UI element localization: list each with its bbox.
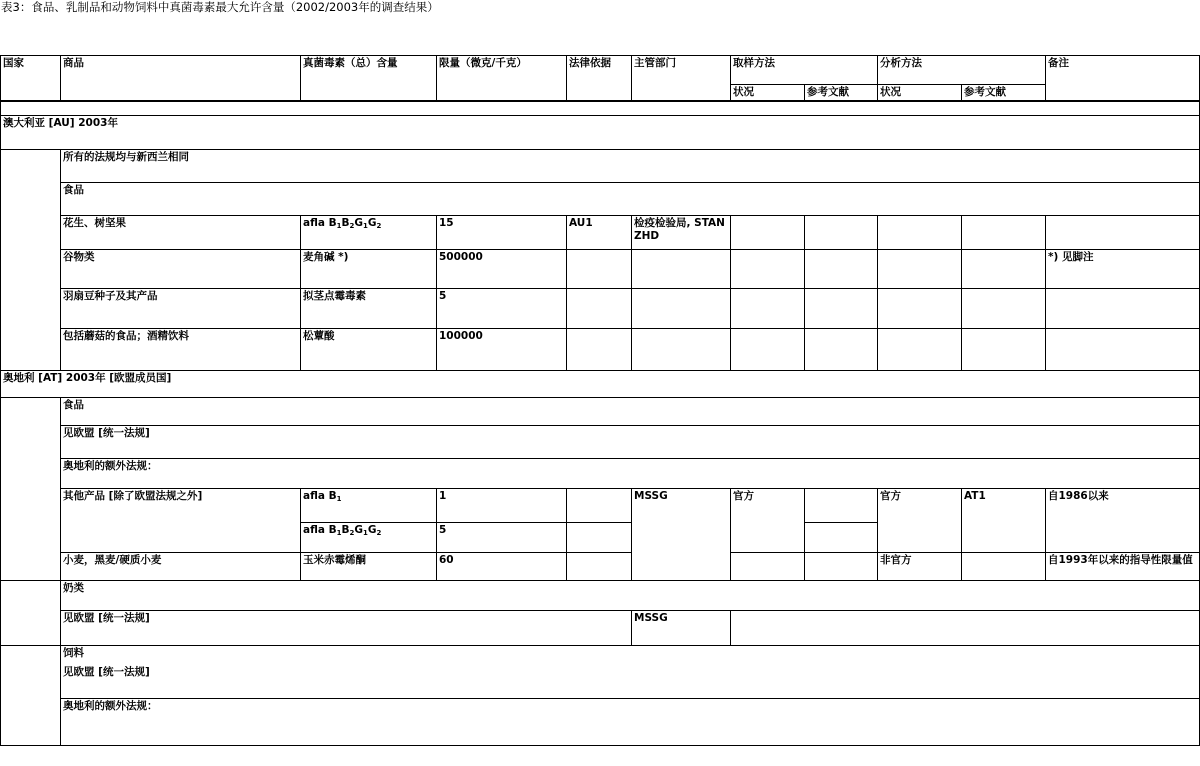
header-sampling-status: 状况 [731, 85, 805, 102]
at-dairy-authority: MSSG [632, 611, 731, 646]
au-row4-sampling-status [731, 329, 805, 371]
table-row [1, 611, 1200, 646]
table-row [1, 489, 1200, 523]
au-row1-notes [1046, 216, 1200, 250]
header-sampling-reference: 参考文献 [805, 85, 878, 102]
au-row2-sampling-status [731, 250, 805, 289]
au-row1-analysis-status [878, 216, 962, 250]
at-sampling-ref-1 [805, 489, 878, 523]
table-row [1, 398, 1200, 426]
at-other-products: 其他产品 [除了欧盟法规之外] [61, 489, 301, 553]
au-row1-limit: 15 [437, 216, 567, 250]
au-row4-limit: 100000 [437, 329, 567, 371]
separator-cell [1, 101, 1200, 116]
table-row [1, 183, 1200, 216]
at-limit-1: 1 [437, 489, 567, 523]
at-legal-3 [567, 553, 632, 581]
au-row3-legal [567, 289, 632, 329]
table-row [1, 426, 1200, 459]
header-country: 国家 [1, 56, 61, 102]
au-row2-limit: 500000 [437, 250, 567, 289]
au-row1-commodity: 花生、树坚果 [61, 216, 301, 250]
at-legal-1 [567, 489, 632, 523]
header-mycotoxin: 真菌毒素（总）含量 [301, 56, 437, 102]
au-row4-analysis-ref [962, 329, 1046, 371]
at-sampling-ref-2 [805, 523, 878, 553]
au-row1-sampling-ref [805, 216, 878, 250]
au-row1-toxin: afla $B_1B_2G_1G_2$ [301, 216, 437, 250]
country-row-at [1, 371, 1200, 398]
au-row2-authority [632, 250, 731, 289]
at-sampling-ref-3 [805, 553, 878, 581]
at-feed-extra: 奥地利的额外法规： [61, 699, 1200, 746]
au-row4-authority [632, 329, 731, 371]
at-authority: MSSG [632, 489, 731, 581]
header-analysis: 分析方法 [878, 56, 1046, 85]
au-row1-authority: 检疫检验局, STANZHD [632, 216, 731, 250]
separator-row [1, 101, 1200, 116]
header-commodity: 商品 [61, 56, 301, 102]
table-row [1, 581, 1200, 611]
at-zea: 玉米赤霉烯酮 [301, 553, 437, 581]
country-row-au [1, 116, 1200, 150]
au-row4-commodity: 包括蘑菇的食品；酒精饮料 [61, 329, 301, 371]
au-row3-commodity: 羽扇豆种子及其产品 [61, 289, 301, 329]
au-row1-sampling-status [731, 216, 805, 250]
header-authority: 主管部门 [632, 56, 731, 102]
table-row [1, 216, 1200, 250]
au-row2-analysis-status [878, 250, 962, 289]
au-food-label: 食品 [61, 183, 1200, 216]
table-row [1, 289, 1200, 329]
au-row2-commodity: 谷物类 [61, 250, 301, 289]
at-analysis-ref: AT1 [962, 489, 1046, 553]
au-row4-legal [567, 329, 632, 371]
at-toxin-b1g: afla $B_1B_2G_1G_2$ [301, 523, 437, 553]
at-dairy-see-eu: 见欧盟 [统一法规] [61, 611, 632, 646]
header-analysis-reference: 参考文献 [962, 85, 1046, 102]
header-analysis-status: 状况 [878, 85, 962, 102]
table-row [1, 646, 1200, 666]
at-wheat: 小麦，黑麦/硬质小麦 [61, 553, 301, 581]
au-row2-toxin: 麦角碱 *) [301, 250, 437, 289]
at-legal-2 [567, 523, 632, 553]
country-blank-au [1, 150, 61, 371]
au-row4-toxin: 松蕈酸 [301, 329, 437, 371]
country-blank-at [1, 398, 61, 581]
au-row3-notes [1046, 289, 1200, 329]
au-row2-sampling-ref [805, 250, 878, 289]
country-blank-at-dairy [1, 581, 61, 646]
au-row1-legal: AU1 [567, 216, 632, 250]
table-row [1, 329, 1200, 371]
at-note-1986: 自1986以来 [1046, 489, 1200, 553]
au-row3-limit: 5 [437, 289, 567, 329]
at-analysis-unofficial: 非官方 [878, 553, 962, 581]
at-feed-see-eu: 见欧盟 [统一法规] [61, 665, 1200, 699]
table-row [1, 665, 1200, 699]
at-limit-5: 5 [437, 523, 567, 553]
header-notes: 备注 [1046, 56, 1200, 102]
au-row3-analysis-status [878, 289, 962, 329]
au-row3-sampling-ref [805, 289, 878, 329]
at-toxin-b1: afla $B_1$ [301, 489, 437, 523]
au-row4-sampling-ref [805, 329, 878, 371]
table-row [1, 250, 1200, 289]
au-row3-toxin: 拟茎点霉毒素 [301, 289, 437, 329]
header-legal-basis: 法律依据 [567, 56, 632, 102]
at-sampling-status-3 [731, 553, 805, 581]
at-feed-label: 饲料 [61, 646, 1200, 666]
at-dairy-label: 奶类 [61, 581, 1200, 611]
at-food-label: 食品 [61, 398, 1200, 426]
header-row [1, 56, 1200, 85]
country-blank-at-feed [1, 646, 61, 746]
au-row2-legal [567, 250, 632, 289]
header-sampling: 取样方法 [731, 56, 878, 85]
au-note-same: 所有的法规均与新西兰相同 [61, 150, 1200, 183]
at-see-eu: 见欧盟 [统一法规] [61, 426, 1200, 459]
table-row [1, 459, 1200, 489]
at-analysis-status: 官方 [878, 489, 962, 553]
au-row3-analysis-ref [962, 289, 1046, 329]
at-dairy-blank [731, 611, 1200, 646]
au-row1-analysis-ref [962, 216, 1046, 250]
mycotoxin-limits-table [0, 55, 1200, 746]
header-limit: 限量（微克/千克） [437, 56, 567, 102]
au-row4-notes [1046, 329, 1200, 371]
country-title-au: 澳大利亚 [AU] 2003年 [1, 116, 1200, 150]
table-caption: 表3：食品、乳制品和动物饲料中真菌毒素最大允许含量（2002/2003年的调查结果） [1, 0, 439, 14]
at-sampling-status: 官方 [731, 489, 805, 553]
at-extra-label: 奥地利的额外法规： [61, 459, 1200, 489]
au-row4-analysis-status [878, 329, 962, 371]
au-row3-sampling-status [731, 289, 805, 329]
at-analysis-ref-3 [962, 553, 1046, 581]
table-row [1, 553, 1200, 581]
at-note-1993: 自1993年以来的指导性限量值 [1046, 553, 1200, 581]
country-title-at: 奥地利 [AT] 2003年 [欧盟成员国] [1, 371, 1200, 398]
table-row [1, 150, 1200, 183]
at-limit-60: 60 [437, 553, 567, 581]
table-row [1, 699, 1200, 746]
au-row2-analysis-ref [962, 250, 1046, 289]
au-row3-authority [632, 289, 731, 329]
au-row2-notes: *) 见脚注 [1046, 250, 1200, 289]
